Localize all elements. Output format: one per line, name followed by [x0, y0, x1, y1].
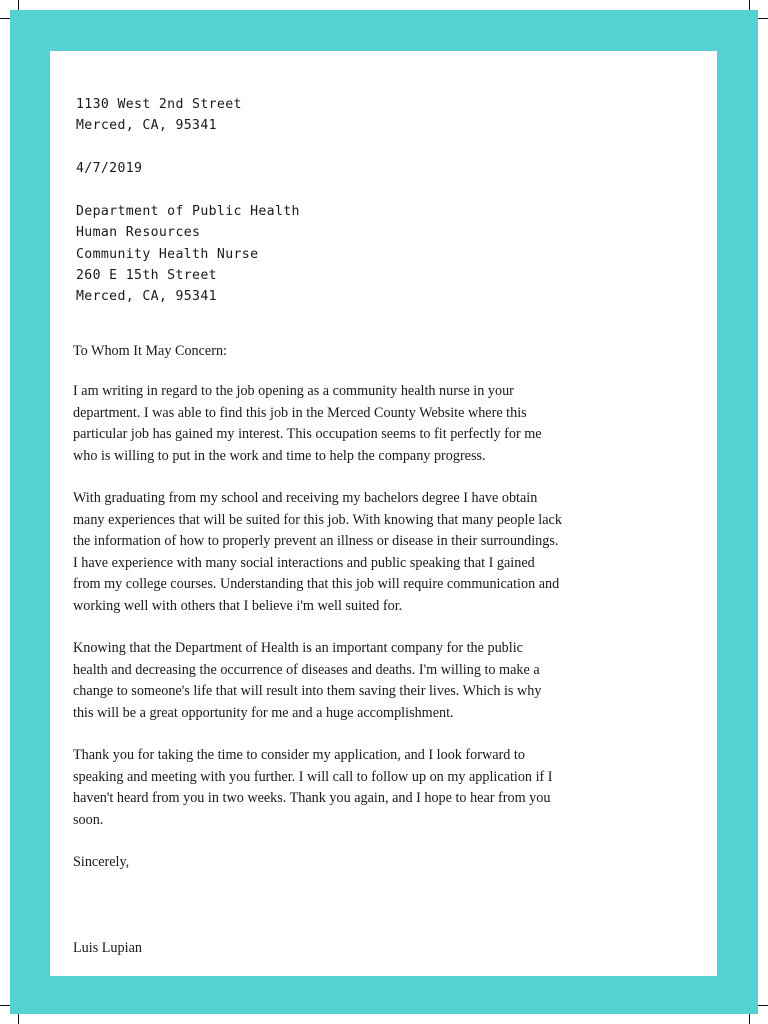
- letter-date-block: [76, 158, 596, 179]
- recipient-street: 260 E 15th Street: [76, 267, 217, 283]
- paragraph-line: many experiences that will be suited for this job. With knowing that many people lack: [73, 511, 562, 528]
- crop-mark: [18, 1014, 19, 1024]
- paragraph-line: Thank you for taking the time to consider my application, and I look forward to: [73, 747, 525, 763]
- salutation-text: To Whom It May Concern:: [73, 343, 227, 359]
- paragraph-line: change to someone's life that will result into them saving their lives. Which is why: [73, 683, 542, 699]
- crop-mark: [749, 0, 750, 10]
- paragraph-line: department. I was able to find this job in the Merced County Website where this: [73, 404, 527, 421]
- crop-mark: [0, 1005, 10, 1006]
- paragraph-line: the information of how to properly prevent an illness or disease in their surroundings.: [73, 533, 559, 549]
- paragraph-line: haven't heard from you in two weeks. Thank you again, and I hope to hear from you: [73, 790, 551, 806]
- crop-mark: [758, 18, 768, 19]
- paragraph-line: speaking and meeting with you further. I will call to follow up on my application if I: [73, 768, 553, 785]
- recipient-position: Community Health Nurse: [76, 246, 259, 262]
- letter-date: 4/7/2019: [76, 161, 143, 176]
- crop-mark: [758, 1005, 768, 1006]
- sender-city: Merced, CA, 95341: [76, 118, 217, 134]
- paragraph-4: [73, 745, 593, 831]
- paragraph-3: [73, 638, 593, 724]
- paragraph-line: working well with others that I believe i'm well suited for.: [73, 597, 403, 614]
- closing: [73, 852, 593, 874]
- salutation: [73, 341, 593, 363]
- paragraph-line: who is willing to put in the work and time to help the company progress.: [73, 447, 486, 464]
- paragraph-line: from my college courses. Understanding that this job will require communication and: [73, 576, 560, 592]
- paragraph-line: Knowing that the Department of Health is an important company for the public: [73, 640, 523, 656]
- paragraph-2: [73, 488, 593, 617]
- crop-mark: [0, 18, 10, 19]
- sender-street: 1130 West 2nd Street: [76, 97, 242, 112]
- paragraph-line: soon.: [73, 811, 104, 828]
- recipient-department: Department of Public Health: [76, 204, 300, 219]
- signature: [73, 938, 593, 960]
- crop-mark: [18, 0, 19, 10]
- recipient-division: Human Resources: [76, 225, 201, 241]
- recipient-address: [76, 201, 596, 307]
- paragraph-line: I have experience with many social interactions and public speaking that I gained: [73, 554, 535, 571]
- paragraph-1: [73, 381, 593, 467]
- paragraph-line: this will be a great opportunity for me and a huge accomplishment.: [73, 704, 454, 721]
- paragraph-line: particular job has gained my interest. This occupation seems to fit perfectly for me: [73, 426, 542, 442]
- recipient-city: Merced, CA, 95341: [76, 289, 217, 305]
- signature-name: Luis Lupian: [73, 940, 142, 956]
- paragraph-line: health and decreasing the occurrence of diseases and deaths. I'm willing to make a: [73, 661, 540, 678]
- sender-address: [76, 94, 596, 137]
- crop-mark: [749, 1014, 750, 1024]
- closing-text: Sincerely,: [73, 854, 130, 870]
- paragraph-line: I am writing in regard to the job opening as a community health nurse in your: [73, 383, 514, 399]
- paragraph-line: With graduating from my school and receiving my bachelors degree I have obtain: [73, 490, 538, 506]
